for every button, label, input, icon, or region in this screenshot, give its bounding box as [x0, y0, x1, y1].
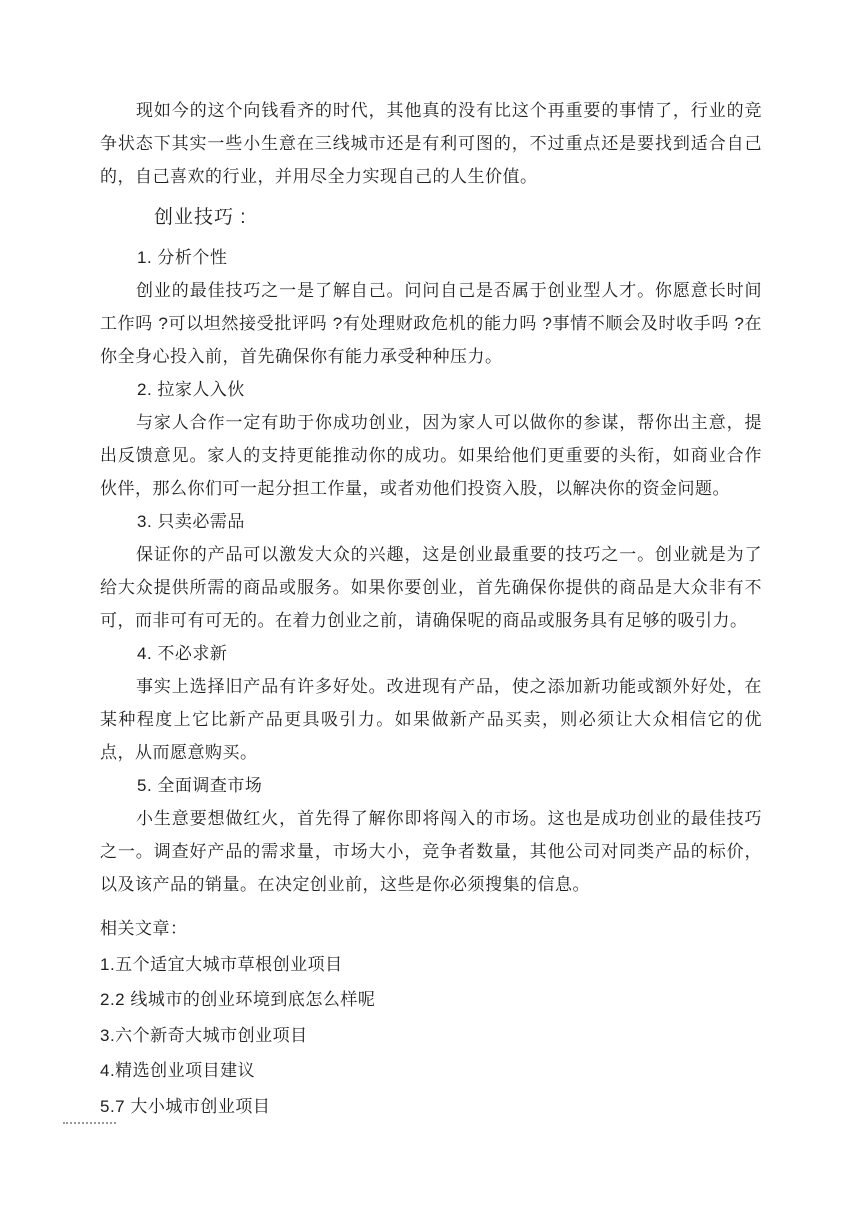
tip-title: 2. 拉家人入伙 [137, 380, 245, 399]
tip-section-3 [100, 505, 762, 637]
tip-title: 4. 不必求新 [137, 644, 228, 663]
related-article-link: 2.2 线城市的创业环境到底怎么样呢 [100, 990, 376, 1009]
tip-title: 5. 全面调查市场 [137, 776, 263, 795]
related-article-link: 4.精选创业项目建议 [100, 1061, 256, 1080]
related-article-link: 5.7 大小城市创业项目 [100, 1096, 271, 1116]
tip-body: 创业的最佳技巧之一是了解自己。问问自己是否属于创业型人才。你愿意长时间工作吗 ?可以坦然接受批评吗 ?有处理财政危机的能力吗 ?事情不顺会及时收手吗 ?在你全身心投入前，首先确保你有能力承受种种压力。 [100, 281, 762, 366]
tip-body: 事实上选择旧产品有许多好处。改进现有产品，使之添加新功能或额外好处，在某种程度上它比新产品更具吸引力。如果做新产品买卖，则必须让大众相信它的优点，从而愿意购买。 [100, 677, 762, 762]
tip-section-4 [100, 637, 762, 769]
related-article-link: 1.五个适宜大城市草根创业项目 [100, 954, 343, 974]
tip-section-5 [100, 769, 762, 901]
related-articles-section [100, 911, 762, 1124]
dotted-underline-mark [63, 1122, 116, 1124]
tip-body: 小生意要想做红火，首先得了解你即将闯入的市场。这也是成功创业的最佳技巧之一。调查好产品的需求量，市场大小，竞争者数量，其他公司对同类产品的标价，以及该产品的销量。在决定创业前，这些是你必须搜集的信息。 [100, 809, 762, 894]
tip-title: 3. 只卖必需品 [137, 512, 245, 531]
tip-section-1 [100, 241, 762, 373]
tip-title: 1. 分析个性 [137, 248, 228, 267]
tip-body: 与家人合作一定有助于你成功创业，因为家人可以做你的参谋，帮你出主意，提出反馈意见。家人的支持更能推动你的成功。如果给他们更重要的头衔，如商业合作伙伴，那么你们可一起分担工作量，或者劝他们投资入股，以解决你的资金问题。 [100, 413, 762, 498]
document-content [100, 94, 762, 1124]
related-articles-heading: 相关文章： [100, 919, 188, 938]
related-article-link: 3.六个新奇大城市创业项目 [100, 1025, 308, 1045]
tip-section-2 [100, 373, 762, 505]
tip-body: 保证你的产品可以激发大众的兴趣，这是创业最重要的技巧之一。创业就是为了给大众提供所需的商品或服务。如果你要创业，首先确保你提供的商品是大众非有不可，而非可有可无的。在着力创业之前，请确保呢的商品或服务具有足够的吸引力。 [100, 545, 762, 630]
intro-paragraph: 现如今的这个向钱看齐的时代，其他真的没有比这个再重要的事情了，行业的竞争状态下其实一些小生意在三线城市还是有利可图的，不过重点还是要找到适合自己的，自己喜欢的行业，并用尽全力实现自己的人生价值。 [100, 101, 762, 186]
section-heading: 创业技巧 : [154, 207, 247, 228]
